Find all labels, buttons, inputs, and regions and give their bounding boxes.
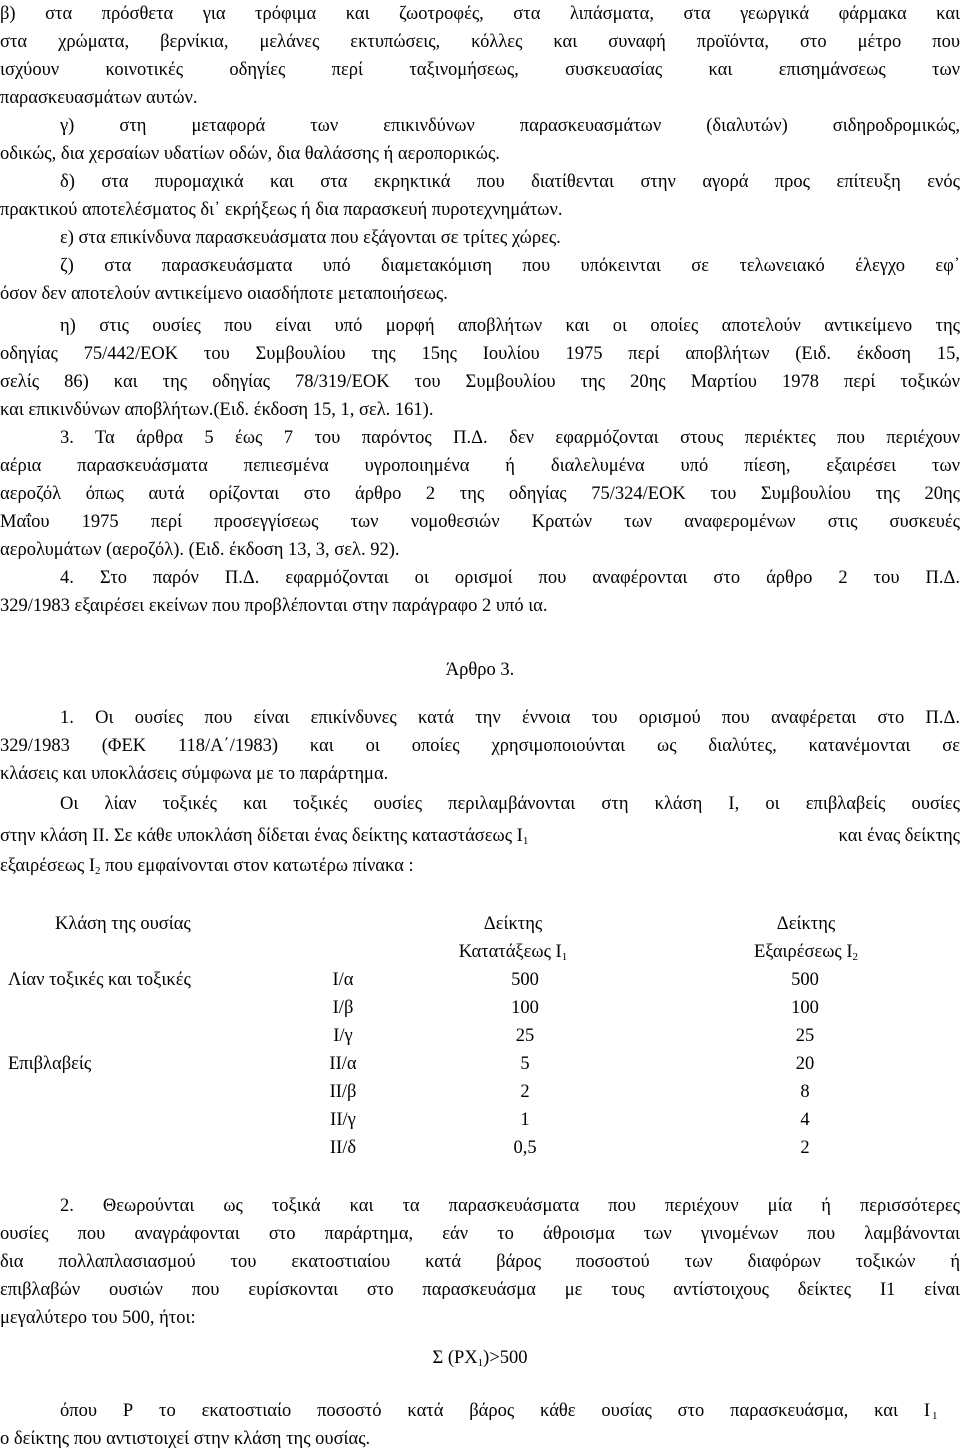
para-3-line-2: αέρια παρασκευάσματα πεπιεσμένα υγροποιημένα ή διαλελυμένα υπό πίεση, εξαιρέσει των: [0, 456, 960, 476]
table-row-i1: 500: [511, 970, 539, 990]
table-row-subclass: Ι/α: [332, 970, 354, 990]
last-line-2: ο δείκτης που αντιστοιχεί στην κλάση της ουσίας.: [0, 1429, 371, 1449]
index-sub: 2: [95, 865, 101, 877]
para-h-line-4: και επικινδύνων αποβλήτων.(Ειδ. έκδοση 15, 1, σελ. 161).: [0, 400, 434, 420]
table-row-i1: 100: [511, 998, 539, 1018]
index-sub: 1: [522, 835, 529, 847]
table-row-i2: 25: [795, 1026, 815, 1046]
art-para-1-line-3: κλάσεις και υποκλάσεις σύμφωνα με το παράρτημα.: [0, 764, 389, 784]
formula-post: )>500: [483, 1348, 528, 1368]
art-para-1-line-2: 329/1983 (ΦΕΚ 118/Α΄/1983) και οι οποίες χρησιμοποιούνται ως διαλύτες, κατανέμονται σε: [0, 736, 960, 756]
art-para-2-line-1: Οι λίαν τοξικές και τοξικές ουσίες περιλαμβάνονται στη κλάση Ι, οι επιβλαβείς ουσίες: [60, 794, 960, 814]
table-header-i2-text: Εξαιρέσεως Ι: [753, 942, 853, 962]
para-c-line-1: γ) στη μεταφορά των επικινδύνων παρασκευασμάτων (διαλυτών) σιδηροδρομικώς,: [60, 116, 960, 136]
para-4-line-1: 4. Στο παρόν Π.Δ. εφαρμόζονται οι ορισμοί που αναφέρονται στο άρθρο 2 του Π.Δ.: [60, 568, 960, 588]
index-sub: 1: [932, 1410, 938, 1422]
table-row-subclass: ΙΙ/α: [329, 1054, 357, 1074]
table-row-subclass: Ι/β: [332, 998, 354, 1018]
last-line-1-sub-wrap: [932, 1397, 938, 1425]
table-row-i2: 8: [800, 1082, 810, 1102]
para-b-line-2: στα χρώματα, βερνίκια, μελάνες εκτυπώσεις, κόλλες και συναφή προϊόντα, στο μέτρο που: [0, 32, 960, 52]
last-line-1-text: όπου Ρ το εκατοστιαίο ποσοστό κατά βάρος κάθε ουσίας στο παρασκευάσμα, και Ι: [60, 1401, 930, 1421]
art-para-1-line-1: 1. Οι ουσίες που είναι επικίνδυνες κατά την έννοια του ορισμού που αναφέρεται στο Π.Δ.: [60, 708, 960, 728]
para-2-line-2: ουσίες που αναγράφονται στο παράρτημα, εάν το άθροισμα των γινομένων που λαμβάνονται: [0, 1224, 960, 1244]
table-row-subclass: ΙΙ/γ: [330, 1110, 356, 1130]
table-row-i2: 100: [791, 998, 819, 1018]
para-e-line-1: ε) στα επικίνδυνα παρασκευάσματα που εξάγονται σε τρίτες χώρες.: [60, 228, 561, 248]
art-para-2-line-2-text: στην κλάση ΙΙ. Σε κάθε υποκλάση δίδεται ένας δείκτης καταστάσεως Ι: [0, 826, 523, 846]
table-row-subclass: ΙΙ/δ: [329, 1138, 357, 1158]
para-3-line-5: αερολυμάτων (αεροζόλ). (Ειδ. έκδοση 13, 3, σελ. 92).: [0, 540, 400, 560]
table-row-i2: 4: [800, 1110, 810, 1130]
index-sub: 2: [852, 951, 859, 963]
art-para-2-line-3-text: εξαιρέσεως Ι: [0, 856, 96, 876]
para-4-line-2: 329/1983 εξαιρέσει εκείνων που προβλέπονται στην παράγραφο 2 υπό ια.: [0, 596, 548, 616]
table-header-i1-text: Κατατάξεως Ι: [458, 942, 562, 962]
para-2-line-4: επιβλαβών ουσιών που ευρίσκονται στο παρασκευάσμα με τους αντίστοιχους δείκτες Ι1 είναι: [0, 1280, 960, 1300]
article-heading: Άρθρο 3.: [445, 660, 515, 680]
para-b-line-1: β) στα πρόσθετα για τρόφιμα και ζωοτροφές, στα λιπάσματα, στα γεωργικά φάρμακα και: [0, 4, 960, 24]
table-row-i1: 0,5: [513, 1138, 537, 1158]
table-row-i2: 500: [791, 970, 819, 990]
index-sub: 1: [477, 1357, 484, 1369]
para-c-line-2: οδικώς, δια χερσαίων υδατίων οδών, δια θαλάσσης ή αεροπορικώς.: [0, 144, 500, 164]
table-row-i1: 5: [520, 1054, 530, 1074]
formula-pre: Σ (ΡΧ: [432, 1348, 478, 1368]
index-sub: 1: [561, 951, 568, 963]
art-para-2-line-2-tail: και ένας δείκτης: [838, 826, 960, 846]
para-h-line-1: η) στις ουσίες που είναι υπό μορφή αποβλήτων και οι οποίες αποτελούν αντικείμενο της: [60, 316, 960, 336]
para-h-line-3: σελίς 86) και της οδηγίας 78/319/ΕΟΚ του Συμβουλίου της 20ης Μαρτίου 1978 περί τοξικών: [0, 372, 960, 392]
table-row-i2: 2: [800, 1138, 810, 1158]
sum-formula: [0, 1344, 960, 1372]
art-para-2-line-3: [0, 852, 960, 880]
table-header-class: Κλάση της ουσίας: [55, 914, 191, 934]
para-2-line-5: μεγαλύτερο του 500, ήτοι:: [0, 1308, 196, 1328]
para-3-line-3: αεροζόλ όπως αυτά ορίζονται στο άρθρο 2 της οδηγίας 75/324/ΕΟΚ του Συμβουλίου της 20ης: [0, 484, 960, 504]
table-row-subclass: Ι/γ: [333, 1026, 353, 1046]
table-row-group: Επιβλαβείς: [8, 1054, 92, 1074]
para-2-line-3: δια πολλαπλασιασμού του εκατοστιαίου κατά βάρος ποσοστού των διαφόρων τοξικών ή: [0, 1252, 960, 1272]
table-header-i2-line2: [754, 938, 858, 966]
table-row-i1: 1: [520, 1110, 530, 1130]
table-header-i2-line1: Δείκτης: [776, 914, 836, 934]
para-2-line-1: 2. Θεωρούνται ως τοξικά και τα παρασκευάσματα που περιέχουν μία ή περισσότερες: [60, 1196, 960, 1216]
table-header-i1-line1: Δείκτης: [483, 914, 543, 934]
para-z-line-2: όσον δεν αποτελούν αντικείμενο οιασδήποτε μεταποιήσεως.: [0, 284, 448, 304]
para-b-line-4: παρασκευασμάτων αυτών.: [0, 88, 198, 108]
para-3-line-1: 3. Τα άρθρα 5 έως 7 του παρόντος Π.Δ. δεν εφαρμόζονται στους περιέκτες που περιέχουν: [60, 428, 960, 448]
para-d-line-2: πρακτικού αποτελέσματος δι᾽ εκρήξεως ή δια παρασκευή πυροτεχνημάτων.: [0, 200, 563, 220]
table-row-i2: 20: [795, 1054, 815, 1074]
table-row-group: Λίαν τοξικές και τοξικές: [8, 970, 191, 990]
table-row-i1: 2: [520, 1082, 530, 1102]
table-row-subclass: ΙΙ/β: [329, 1082, 357, 1102]
para-b-line-3: ισχύουν κοινοτικές οδηγίες περί ταξινομήσεως, συσκευασίας και επισημάνσεως των: [0, 60, 960, 80]
table-row-i1: 25: [515, 1026, 535, 1046]
table-header-i1-line2: [459, 938, 567, 966]
para-3-line-4: Μαΐου 1975 περί προσεγγίσεως των νομοθεσιών Κρατών των αναφερομένων στις συσκευές: [0, 512, 960, 532]
art-para-2-line-3-tail: που εμφαίνονται στον κατωτέρω πίνακα :: [105, 856, 414, 876]
para-d-line-1: δ) στα πυρομαχικά και στα εκρηκτικά που διατίθενται στην αγορά προς επίτευξη ενός: [60, 172, 960, 192]
para-z-line-1: ζ) στα παρασκευάσματα υπό διαμετακόμιση που υπόκεινται σε τελωνειακό έλεγχο εφ᾽: [60, 256, 960, 276]
para-h-line-2: οδηγίας 75/442/ΕΟΚ του Συμβουλίου της 15ης Ιουλίου 1975 περί αποβλήτων (Ειδ. έκδοση 15,: [0, 344, 960, 364]
